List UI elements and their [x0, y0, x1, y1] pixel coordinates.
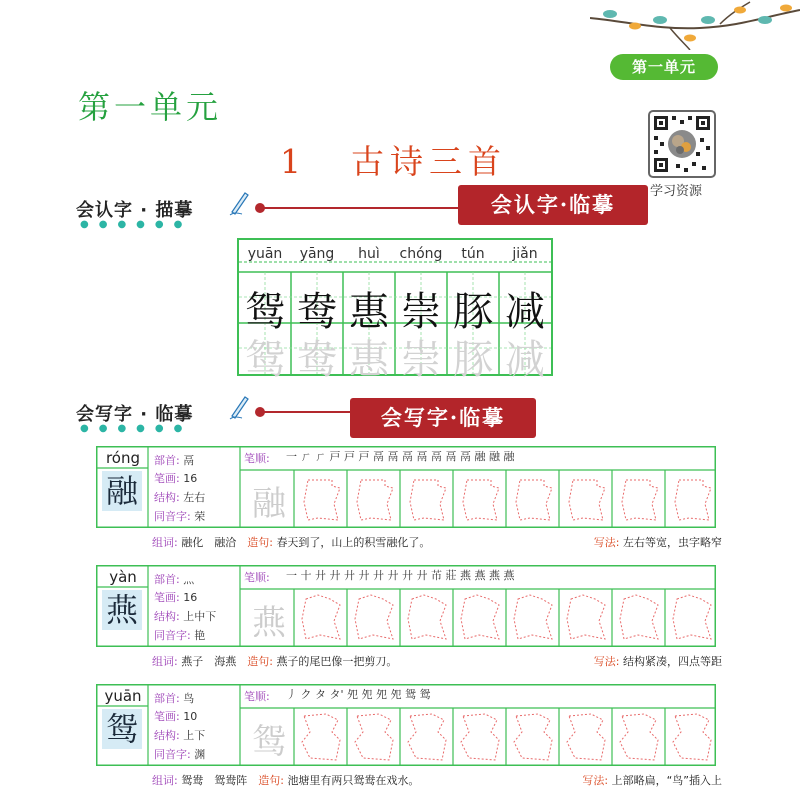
stroke-order-label: 笔顺: [244, 571, 270, 584]
stroke-order: 一 ㄏ ㄏ 戸 戸 戸 鬲 鬲 鬲 鬲 鬲 鬲 鬲 融 融 融 [286, 450, 515, 463]
recognize-pinyin: jiǎn [512, 246, 538, 262]
entry-trace-char[interactable]: 燕 [252, 603, 286, 643]
entry-sentence: 春天到了，山上的积雪融化了。 [276, 536, 431, 549]
recognize-trace-char[interactable]: 鸯 [297, 337, 337, 383]
stroke-order-label: 笔顺: [244, 690, 270, 703]
recognize-pinyin: yāng [299, 246, 335, 262]
entry-sentence: 燕子的尾巴像一把剪刀。 [276, 655, 398, 668]
entry-char: 融 [102, 471, 142, 511]
entry-homophone: 同音字: 渊 [154, 748, 206, 761]
entry-words: 鸳鸯 鸳鸯阵 [181, 774, 248, 787]
entry-words: 燕子 海燕 [181, 655, 237, 668]
recognize-trace-char[interactable]: 豚 [453, 337, 493, 383]
entry-info-row: 组词: 融化 融洽 造句: 春天到了，山上的积雪融化了。 写法: 左右等宽，虫字略窄 [152, 536, 722, 549]
entry-homophone: 同音字: 荣 [154, 510, 206, 523]
stroke-order-label: 笔顺: [244, 452, 270, 465]
write-section-label: 会写字 · 临摹 [76, 404, 194, 425]
recognize-char: 崇 [401, 289, 441, 335]
branch-decoration [590, 0, 800, 50]
recognize-char: 减 [505, 289, 545, 335]
entry-pinyin: yàn [109, 568, 137, 586]
entry-info-row: 组词: 鸳鸯 鸳鸯阵 造句: 池塘里有两只鸳鸯在戏水。 写法: 上部略扁，“鸟”插入上 [152, 774, 722, 787]
recognize-char: 鸳 [245, 289, 285, 335]
entry-trace-char[interactable]: 融 [252, 484, 286, 524]
entry-radical: 部首: 鬲 [154, 454, 195, 467]
pen-icon [228, 394, 250, 420]
recognize-trace-char[interactable]: 减 [505, 337, 545, 383]
entry-char: 鸳 [102, 709, 142, 749]
ribbon-connector-line [262, 411, 362, 413]
entry-info-row: 组词: 燕子 海燕 造句: 燕子的尾巴像一把剪刀。 写法: 结构紧凑，四点等距 [152, 655, 722, 668]
recognize-trace-char[interactable]: 鸳 [245, 337, 285, 383]
recognize-grid [237, 238, 553, 383]
recognize-char: 鸯 [297, 289, 337, 335]
entry-writing: 写法: 左右等宽，虫字略窄 [593, 536, 722, 549]
stroke-order: 一 十 廾 廾 廾 廾 廾 廾 廾 廾 芇 莊 燕 燕 燕 燕 [286, 569, 515, 582]
recognize-trace-char[interactable]: 崇 [401, 337, 441, 383]
entry-structure: 结构: 上中下 [154, 610, 217, 623]
entry-stroke-count: 笔画: 16 [154, 472, 198, 485]
recognize-ribbon: 会认字·临摹 [458, 185, 648, 225]
recognize-char: 惠 [349, 289, 389, 335]
write-entry [96, 684, 716, 766]
entry-pinyin: róng [105, 449, 141, 467]
entry-stroke-count: 笔画: 16 [154, 591, 198, 604]
recognize-pinyin: huì [358, 246, 380, 262]
recognize-section-label: 会认字 · 描摹 [76, 200, 194, 221]
entry-pinyin: yuān [104, 687, 142, 705]
entry-trace-char[interactable]: 鸳 [252, 722, 286, 762]
entry-stroke-count: 笔画: 10 [154, 710, 198, 723]
section-dots: ●●●●●● [80, 219, 193, 230]
pen-icon [228, 190, 250, 216]
recognize-pinyin: yuān [247, 246, 283, 262]
entry-sentence: 池塘里有两只鸳鸯在戏水。 [287, 774, 420, 787]
entry-structure: 结构: 左右 [154, 491, 206, 504]
unit-title: 第一单元 [78, 88, 223, 126]
entry-writing: 写法: 结构紧凑，四点等距 [593, 655, 722, 668]
lesson-name: 古诗三首 [351, 142, 507, 181]
lesson-title [280, 136, 507, 183]
write-entry [96, 446, 716, 528]
entry-homophone: 同音字: 艳 [154, 629, 206, 642]
unit-badge: 第一单元 [610, 54, 718, 80]
qr-code-icon [650, 112, 714, 176]
recognize-pinyin: tún [461, 246, 485, 262]
entry-char: 燕 [102, 590, 142, 630]
write-entry [96, 565, 716, 647]
stroke-order: 丿 ク タ タ' 夗 夗 夗 夗 鸳 鸳 [286, 688, 431, 701]
qr-code[interactable] [648, 110, 716, 178]
entry-radical: 部首: 灬 [154, 573, 195, 586]
recognize-pinyin: chóng [399, 246, 443, 262]
recognize-trace-char[interactable]: 惠 [349, 337, 389, 383]
qr-label: 学习资源 [650, 184, 703, 199]
section-dots: ●●●●●● [80, 423, 193, 434]
recognize-char: 豚 [453, 289, 493, 335]
ribbon-connector-line [262, 207, 462, 209]
entry-structure: 结构: 上下 [154, 729, 206, 742]
lesson-number: 1 [280, 142, 307, 181]
entry-writing: 写法: 上部略扁，“鸟”插入上 [582, 774, 722, 787]
entry-words: 融化 融洽 [181, 536, 237, 549]
write-ribbon: 会写字·临摹 [350, 398, 536, 438]
entry-radical: 部首: 鸟 [154, 692, 195, 705]
